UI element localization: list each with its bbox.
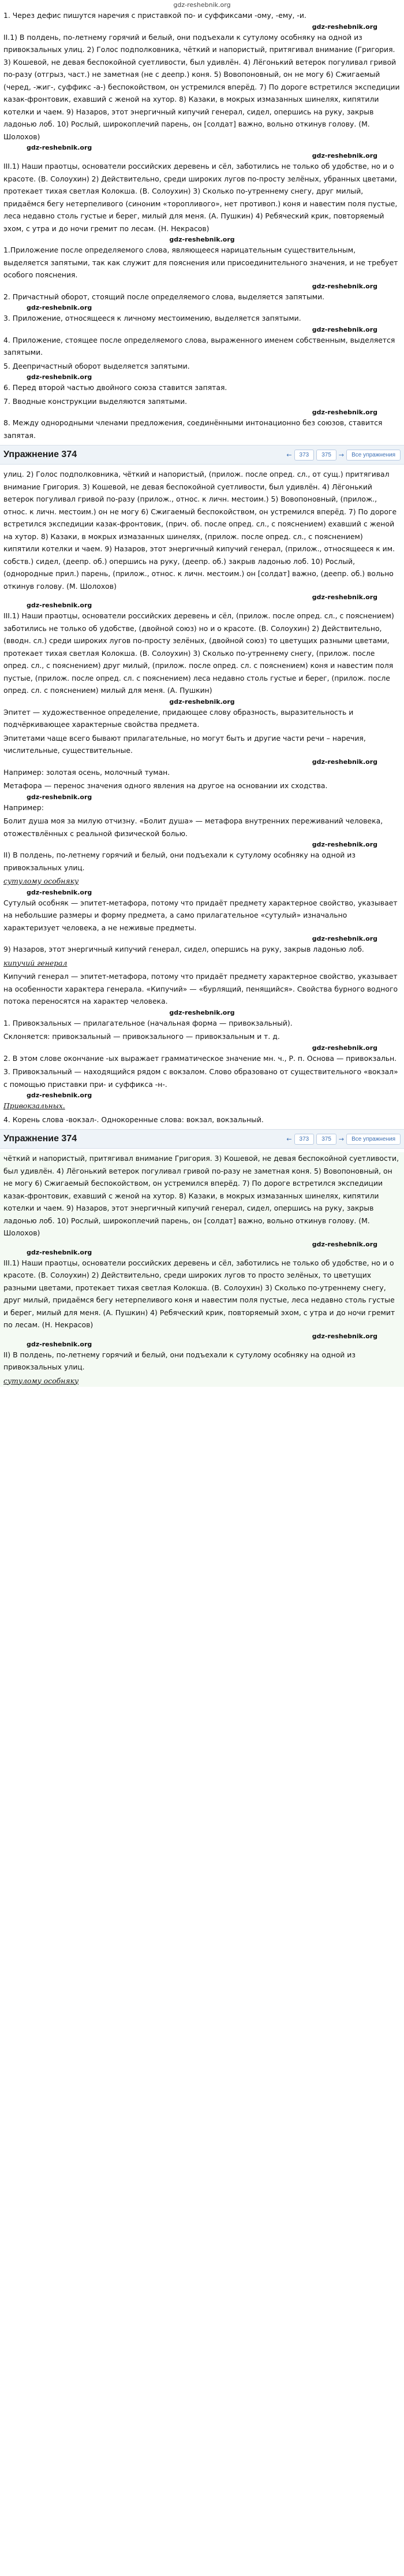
next-arrow-icon[interactable]: → [338, 451, 345, 459]
watermark: gdz-reshebnik.org [169, 697, 235, 706]
exercise-nav-bar-bottom [0, 1129, 404, 1149]
watermark: gdz-reshebnik.org [312, 325, 377, 333]
next-exercise-button[interactable]: 375 [316, 1134, 336, 1145]
prev-arrow-icon[interactable]: ← [286, 1135, 292, 1143]
exercise-nav [286, 1134, 401, 1145]
paragraph: Болит душа моя за милую отчизну. «Болит душа» — метафора внутренних переживаний человека, отожествлённых с реальной физической болью. [3, 816, 383, 838]
paragraph: Кипучий генерал — эпитет-метафора, потому что придаёт предмету характерное свойство, указывает на особенности характера генерала. «Кипучий» — «бурлящий, пенящийся». Свойства бурного водного потока переносятся на характер человека. [3, 972, 398, 1005]
paragraph: 8. Между однородными членами предложения, соединёнными интонационно без союзов, ставится запятая. [3, 418, 383, 440]
paragraph: 4. Корень слова -вокзал-. Однокоренные слова: вокзал, вокзальный. [3, 1115, 264, 1124]
paragraph: 4. Приложение, стоящее после определяемого слова, выраженного именем собственным, выделяется запятыми. [3, 335, 395, 357]
paragraph: 1. Через дефис пишутся наречия с приставкой по- и суффиксами -ому, -ему, -и. [3, 11, 306, 20]
prev-exercise-button[interactable]: 373 [294, 1134, 315, 1145]
exercise-title: Упражнение 374 [3, 450, 77, 459]
paragraph: Например: [3, 803, 44, 812]
paragraph: чёткий и напористый, притягивал внимание Григория. 3) Кошевой, не девая беспокойной суетливости, был удивлён. 4) Лёгонький ветерок погуливал гривой по-разу не заметная коня. 5) Вовопоновный, он не могу 6) Сжигаемый беспокойством, он устремился вперёд. 7) По дороге встретился экспедиции казак-фронтовик, ехавший с женой на хутор. 8) Казаки, в мокрых измазанных шинелях, кипятили котелки и чаем. 9) Назаров, этот энергичный кипучий генерал, сидел, опершись на руку, закрыв ладонью лоб. 10) Рослый, широкоплечий парень, он [солдат] важно, вольно откинув голову. (М. Шолохов) [3, 1154, 399, 1237]
paragraph: Сутулый особняк — эпитет-метафора, потому что придаёт предмету характерное свойство, указывает на небольшие размеры и форму предмета, а само прилагательное «сутулый» изначально характеризует человека, а не неживые предметы. [3, 898, 398, 932]
site-header: gdz-reshebnik.org [173, 1, 231, 9]
handwritten-phrase: сутулому особняку [3, 1376, 79, 1385]
watermark: gdz-reshebnik.org [27, 373, 92, 381]
paragraph: 1.Приложение после определяемого слова, являющееся нарицательным существительным, выделяется запятыми, так как служит для пояснения или присоединительного значения, и не требует особого пояснения. [3, 246, 398, 279]
prev-arrow-icon[interactable]: ← [286, 451, 292, 459]
paragraph: 2. В этом слове окончание -ых выражает грамматическое значение мн. ч., Р. п. Основа — привокзальн. [3, 1053, 397, 1063]
exercise-title: Упражнение 374 [3, 1134, 77, 1144]
watermark: gdz-reshebnik.org [312, 152, 377, 159]
paragraph: 6. Перед второй частью двойного союза ставится запятая. [3, 383, 227, 392]
paragraph: 1. Привокзальных — прилагательное (начальная форма — привокзальный). [3, 1018, 293, 1027]
next-exercise-button[interactable]: 375 [316, 450, 336, 461]
solution-part-1 [0, 9, 404, 441]
paragraph: 7. Вводные конструкции выделяются запятыми. [3, 396, 188, 406]
all-exercises-button[interactable]: Все упражнения [346, 1134, 401, 1145]
watermark: gdz-reshebnik.org [169, 1008, 235, 1016]
watermark: gdz-reshebnik.org [27, 1248, 92, 1256]
exercise-nav-bar [0, 445, 404, 465]
watermark: gdz-reshebnik.org [312, 1332, 377, 1340]
handwritten-phrase: сутулому особняку [3, 877, 79, 885]
next-arrow-icon[interactable]: → [338, 1135, 345, 1143]
watermark: gdz-reshebnik.org [27, 602, 92, 609]
paragraph: Склоняется: привокзальный — привокзального — привокзальным и т. д. [3, 1032, 280, 1041]
watermark: gdz-reshebnik.org [312, 1240, 377, 1248]
paragraph: улиц. 2) Голос подполковника, чёткий и напористый, (прилож. после опред. сл., от сущ.) притягивал внимание Григория. 3) Кошевой, не девая беспокойной суетливости, был удивлён. 4) Лёгонький ветерок погуливал гривой по-разу (прилож., относ. к личн. местоим.) 5) Вовопоновный, (прилож., относ. к личн. местоим.) он не могу 6) Сжигаемый беспокойством, он устремился вперёд. 7) По дороге встретился экспедиции казак-фронтовик, (прич. об. после опред. сл., с пояснением) ехавший с женой на хутор. 8) Казаки, в мокрых измазанных шинелях, (прилож. после опред. сл., с пояснением) кипятили котелки и чаем. 9) Назаров, этот энергичный кипучий генерал, (прилож., относящееся к им. собств.) сидел, (деепр. об.) опершись на руку, (деепр. об.) закрыв ладонью лоб. 10) Рослый, (однородные прил.) парень, (прилож., относ. к личн. местоим.) он [солдат] важно, (деепр. об.) вольно откинув голову. (М. Шолохов) [3, 470, 397, 591]
solution-part-3 [0, 1152, 404, 1387]
paragraph: II) В полдень, по-летнему горячий и белый, они подъехали к сутулому особняку на одной из привокзальных улиц. [3, 851, 356, 872]
all-exercises-button[interactable]: Все упражнения [346, 450, 401, 461]
paragraph: III.1) Наши праотцы, основатели российских деревень и сёл, заботились не только об удобстве, но и о красоте. (В. Солоухин) 2) Действительно, среди широких лугов по-просту зелёных, убранных цветами, протекает тихая светлая Колокша. (В. Солоухин) 3) Сколько по-утреннему снегу, друг милый, придаёмся бегу нетерпеливого (синоним «торопливого», нет противоп.) коня и навестим поля пустые, леса недавно столь густые и берег, милый для меня. (А. Пушкин) 4) Ребяческий крик, повторяемый эхом, с утра и до ночи гремит по лесам. (Н. Некрасов) [3, 162, 398, 233]
paragraph: III.1) Наши праотцы, основатели российских деревень и сёл, (прилож. после опред. сл., с пояснением) заботились не только об удобстве, (двойной союз) но и о красоте. (В. Солоухин) 2) Действительно, (вводн. сл.) среди широких лугов по-просту зелёных, (двойной союз) то цветущих разными цветами, протекает тихая светлая Колокша. (В. Солоухин) 3) Сколько по-утреннему снегу, (прилож. после опред. сл., с пояснением) друг милый, (прилож. после опред. сл. с пояснением) коня и навестим поля пустые, (прилож. после опред. сл. с пояснением) леса недавно столь густые и берег, (прилож. после опред. сл. с пояснением) милый для меня. (А. Пушкин) [3, 611, 394, 695]
paragraph: Эпитетами чаще всего бывают прилагательные, но могут быть и другие части речи – наречия, числительные, существительные. [3, 733, 366, 755]
solution-part-2 [0, 468, 404, 1126]
watermark: gdz-reshebnik.org [27, 888, 92, 896]
watermark: gdz-reshebnik.org [312, 935, 377, 942]
watermark: gdz-reshebnik.org [312, 758, 377, 766]
watermark: gdz-reshebnik.org [27, 1340, 92, 1348]
paragraph: 3. Приложение, относящееся к личному местоимению, выделяется запятыми. [3, 314, 301, 322]
watermark: gdz-reshebnik.org [312, 23, 377, 31]
watermark: gdz-reshebnik.org [312, 593, 377, 601]
watermark: gdz-reshebnik.org [312, 409, 377, 416]
paragraph: Например: золотая осень, молочный туман. [3, 767, 170, 777]
watermark: gdz-reshebnik.org [169, 236, 235, 243]
paragraph: Метафора — перенос значения одного явления на другое на основании их сходства. [3, 781, 328, 790]
watermark: gdz-reshebnik.org [312, 841, 377, 848]
exercise-nav [286, 450, 401, 461]
paragraph: II.1) В полдень, по-летнему горячий и белый, они подъехали к сутулому особняку на одной из привокзальных улиц. 2) Голос подполковника, чёткий и напористый, притягивал внимание (Григория. 3) Кошевой, не девая беспокойной суетливости, был удивлён. 4) Лёгонький ветерок погуливал гривой по-разу (отгрыз, част.) не заметная (не с деепр.) коня. 5) Вовопоновный, он не могу 6) Сжигаемый (черед, -жиг-, суффикс -а-) беспокойством, он устремился вперёд. 7) По дороге встретился экспедиции казак-фронтовик, ехавший с женой на хутор. 8) Казаки, в мокрых измазанных шинелях, кипятили котелки и чаем. 9) Назаров, этот энергичный кипучий генерал, сидел, опершись на руку, закрыв ладонью лоб. 10) Рослый, широкоплечий парень, он [солдат] важно, вольно откинув голову. (М. Шолохов) [3, 32, 400, 141]
watermark: gdz-reshebnik.org [312, 1044, 377, 1052]
paragraph: III.1) Наши праотцы, основатели российских деревень и сёл, заботились не только об удобстве, но и о красоте. (В. Солоухин) 2) Действительно, среди широких лугов то просто зелёных, то цветущих разными цветами, протекает тихая светлая Колокша. (В. Солоухин) 3) Сколько по-утреннему снегу, друг милый, придаёмся бегу нетерпеливого коня и навестим поля пустые, леса недавно столь густые и берег, милый для меня. (А. Пушкин) 4) Ребяческий крик, повторяемый эхом, с утра и до ночи гремит по лесам. (Н. Некрасов) [3, 1258, 395, 1329]
watermark: gdz-reshebnik.org [27, 144, 92, 151]
watermark: gdz-reshebnik.org [312, 282, 377, 290]
paragraph: 9) Назаров, этот энергичный кипучий генерал, сидел, опершись на руку, закрыв ладонью лоб. [3, 945, 364, 953]
watermark: gdz-reshebnik.org [27, 1092, 92, 1099]
paragraph: Эпитет — художественное определение, придающее слову образность, выразительность и подчёркивающее характерные свойства предмета. [3, 707, 354, 729]
prev-exercise-button[interactable]: 373 [294, 450, 315, 461]
paragraph: II) В полдень, по-летнему горячий и белый, они подъехали к сутулому особняку на одной из привокзальных улиц. [3, 1350, 356, 1371]
watermark: gdz-reshebnik.org [27, 304, 92, 311]
paragraph: 2. Причастный оборот, стоящий после определяемого слова, выделяется запятыми. [3, 292, 325, 301]
paragraph: 3. Привокзальный — находящийся рядом с вокзалом. Слово образовано от существительного «вокзал» с помощью приставки при- и суффикса -н-. [3, 1067, 398, 1089]
paragraph: 5. Деепричастный оборот выделяется запятыми. [3, 361, 190, 370]
watermark: gdz-reshebnik.org [27, 793, 92, 801]
handwritten-word: Привокзальных. [3, 1101, 65, 1110]
handwritten-phrase: кипучий генерал [3, 958, 68, 967]
